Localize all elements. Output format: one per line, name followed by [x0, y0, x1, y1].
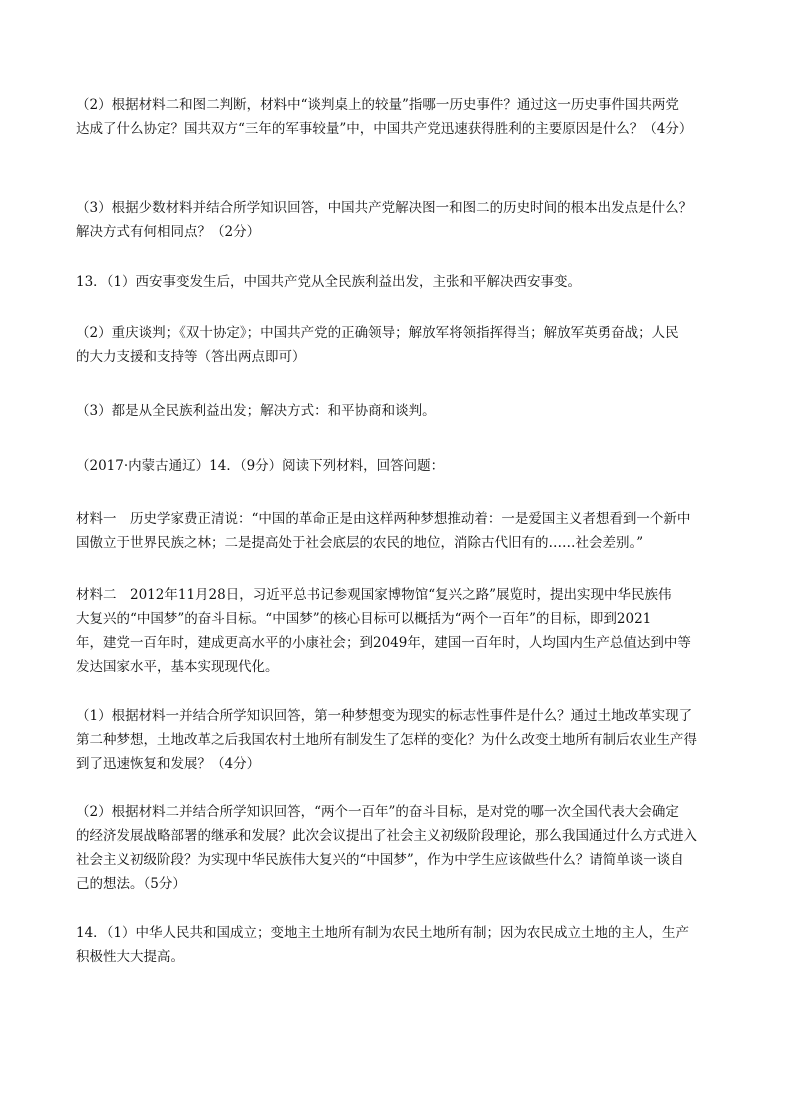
- text-line: （3）都是从全民族利益出发；解决方式：和平协商和谈判。: [76, 403, 436, 419]
- text-line: 13．（1）西安事变发生后，中国共产党从全民族利益出发，主张和平解决西安事变。: [76, 274, 582, 290]
- text-line: （2）重庆谈判；《双十协定》；中国共产党的正确领导；解放军将领指挥得当；解放军英勇奋战；人民: [76, 325, 679, 341]
- text-line: （2）根据材料二和图二判断，材料中“谈判桌上的较量”指哪一历史事件？通过这一历史事件国共两党: [76, 97, 679, 113]
- text-line: 到了迅速恢复和发展？（4分）: [76, 756, 261, 772]
- text-line: （2）根据材料二并结合所学知识回答，“两个一百年”的奋斗目标，是对党的哪一次全国代表大会确定: [76, 804, 679, 820]
- text-line: 国傲立于世界民族之林；二是提高处于社会底层的农民的地位，消除古代旧有的……社会差别。”: [76, 535, 644, 551]
- question-14-intro: [76, 454, 716, 478]
- text-line: 发达国家水平，基本实现现代化。: [76, 659, 279, 675]
- answer-13-part-2: [76, 321, 716, 369]
- material-one: [76, 507, 716, 555]
- text-line: 达成了什么协定？国共双方“三年的军事较量”中，中国共产党迅速获得胜利的主要原因是什么？（4分）: [76, 121, 693, 137]
- text-line: 材料一 历史学家费正清说：“中国的革命正是由这样两种梦想推动着：一是爱国主义者想看到一个新中: [76, 511, 691, 527]
- question-13-part-2: [76, 93, 716, 141]
- text-line: 年，建党一百年时，建成更高水平的小康社会；到2049年，建国一百年时，人均国内生产总值达到中等: [76, 635, 691, 651]
- text-line: 解决方式有何相同点？（2分）: [76, 224, 261, 240]
- text-line: （2017·内蒙古通辽）14．（9分）阅读下列材料，回答问题：: [76, 458, 445, 474]
- text-line: 材料二 2012年11月28日，习近平总书记参观国家博物馆“复兴之路”展览时，提出实现中华民族伟: [76, 587, 672, 603]
- text-line: 社会主义初级阶段？为实现中华民族伟大复兴的“中国梦”，作为中学生应该做些什么？请简单谈一谈自: [76, 852, 684, 868]
- question-14-part-1: [76, 704, 716, 776]
- text-line: 的大力支援和支持等（答出两点即可）: [76, 349, 306, 365]
- text-line: 第二种梦想，土地改革之后我国农村土地所有制发生了怎样的变化？为什么改变土地所有制后农业生产得: [76, 732, 697, 748]
- answer-13-part-1: [76, 270, 716, 294]
- text-line: 大复兴的“中国梦”的奋斗目标。“中国梦”的核心目标可以概括为“两个一百年”的目标，即到2021: [76, 611, 652, 627]
- text-line: 的经济发展战略部署的继承和发展？此次会议提出了社会主义初级阶段理论，那么我国通过什么方式进入: [76, 828, 697, 844]
- material-two: [76, 583, 716, 679]
- question-14-part-2: [76, 800, 716, 896]
- answer-13-part-3: [76, 399, 716, 423]
- text-line: 积极性大大提高。: [76, 949, 184, 965]
- text-line: （3）根据少数材料并结合所学知识回答，中国共产党解决图一和图二的历史时间的根本出发点是什么？: [76, 200, 693, 216]
- text-line: 己的想法。（5分）: [76, 876, 186, 892]
- text-line: （1）根据材料一并结合所学知识回答，第一种梦想变为现实的标志性事件是什么？通过土地改革实现了: [76, 708, 693, 724]
- question-13-part-3: [76, 196, 716, 244]
- text-line: 14．（1）中华人民共和国成立；变地主土地所有制为农民土地所有制；因为农民成立土地的主人，生产: [76, 925, 690, 941]
- answer-14-part-1: [76, 921, 716, 969]
